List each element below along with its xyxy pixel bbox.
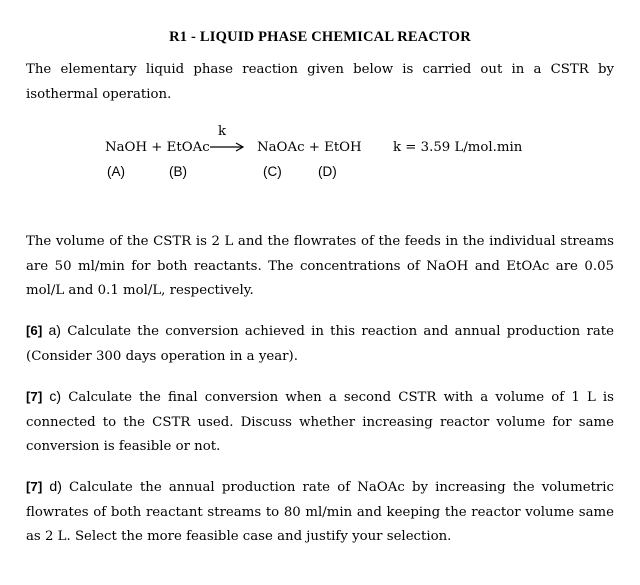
- reaction-arrow-icon: [210, 141, 246, 153]
- species-label-d: (D): [318, 164, 337, 179]
- products: NaOAc + EtOH: [257, 140, 362, 155]
- question-c-marks: [7]: [26, 389, 43, 404]
- species-label-a: (A): [107, 164, 125, 179]
- question-d-marks: [7]: [26, 479, 43, 494]
- question-a-text: Calculate the conversion achieved in this reaction and annual production rate (Consider 300 days operation in a year).: [26, 324, 614, 364]
- reactants: NaOH + EtOAc: [105, 140, 210, 155]
- question-d-text: Calculate the annual production rate of NaOAc by increasing the volumetric flowrates of both reactant streams to 80 ml/min and keeping the reactor volume same as 2 L. Select the more feasible case and justify your selection.: [26, 480, 614, 544]
- intro-paragraph: The elementary liquid phase reaction given below is carried out in a CSTR by isothermal operation.: [26, 62, 614, 102]
- question-a-marks: [6]: [26, 323, 43, 338]
- question-c: [26, 384, 614, 460]
- question-d: [26, 474, 614, 550]
- question-a-part: a): [48, 322, 61, 338]
- question-d-part: d): [49, 478, 62, 494]
- page-title: R1 - LIQUID PHASE CHEMICAL REACTOR: [169, 29, 471, 45]
- question-a: [26, 318, 614, 369]
- rate-constant: k = 3.59 L/mol.min: [393, 140, 523, 155]
- species-label-b: (B): [169, 164, 187, 179]
- species-label-c: (C): [263, 164, 282, 179]
- problem-description: The volume of the CSTR is 2 L and the flowrates of the feeds in the individual streams are 50 ml/min for both reactants. The concentrations of NaOH and EtOAc are 0.05 mol/L and 0.1 mol/L, respectively.: [26, 234, 614, 298]
- question-c-text: Calculate the final conversion when a second CSTR with a volume of 1 L is connected to the CSTR used. Discuss whether increasing reactor volume for same conversion is feasible or not.: [26, 390, 614, 454]
- rate-constant-symbol: k: [218, 124, 227, 139]
- question-c-part: c): [49, 388, 62, 404]
